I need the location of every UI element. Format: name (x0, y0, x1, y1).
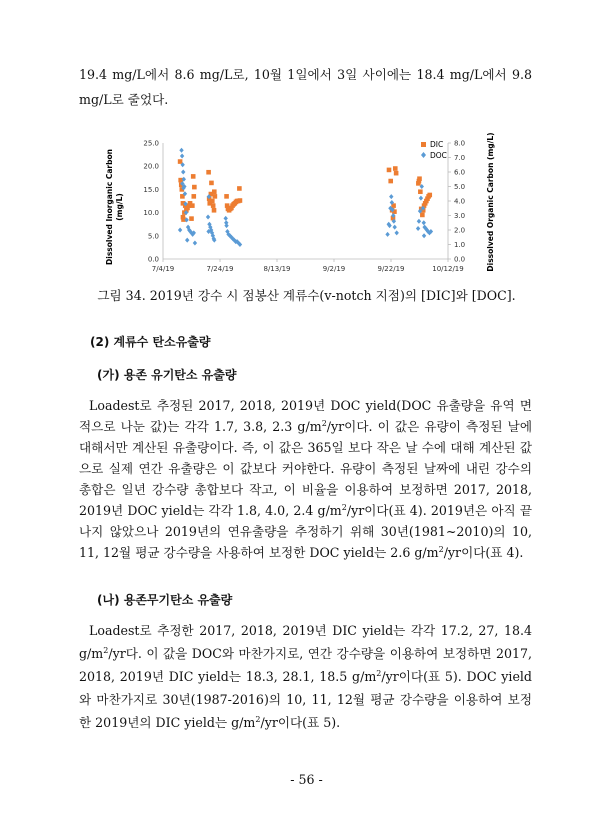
y2-tick-label: 8.0 (454, 139, 466, 148)
doc-point (224, 220, 228, 225)
y2-axis-title: Dissolved Organic Carbon (mg/L) (486, 132, 495, 272)
y-tick-label: 0.0 (147, 255, 159, 264)
y2-tick-label: 6.0 (454, 168, 466, 177)
doc-point (419, 196, 423, 201)
y2-tick-label: 3.0 (454, 212, 466, 220)
dic-point (224, 194, 229, 199)
x-tick-label: 9/2/19 (322, 265, 346, 273)
doc-point (181, 170, 185, 175)
y-tick-label: 5.0 (147, 232, 159, 241)
dic-point (388, 179, 393, 184)
dic-point (210, 199, 215, 204)
doc-point (193, 241, 197, 246)
dic-point (237, 186, 242, 191)
dic-point (387, 168, 392, 173)
legend-dic-label: DIC (430, 140, 444, 149)
doc-point (180, 154, 184, 159)
doc-point (422, 220, 426, 225)
y-tick-label: 10.0 (143, 209, 159, 218)
doc-point (393, 225, 397, 230)
y2-tick-label: 0.0 (454, 255, 466, 264)
intro-paragraph: 19.4 mg/L에서 8.6 mg/L로, 10월 1일에서 3일 사이에는 18.4 mg/L에서 9.8 mg/L로 줄었다. (79, 67, 532, 107)
y-axis-title-line1: Dissolved Inorganic Carbon (105, 149, 114, 265)
doc-point (389, 194, 393, 199)
dic-point (191, 174, 196, 179)
y-axis-title-line2: (mg/L) (115, 193, 124, 221)
x-tick-label: 7/4/19 (151, 265, 175, 273)
doc-point (178, 228, 182, 233)
x-tick-label: 8/13/19 (263, 265, 291, 273)
doc-point (416, 226, 420, 231)
subsection-heading-doc: (가) 용존 유기탄소 유출량 (97, 368, 237, 382)
y2-tick-label: 7.0 (454, 154, 466, 162)
y-tick-label: 25.0 (143, 139, 159, 148)
doc-point (179, 148, 183, 153)
x-tick-label: 9/22/19 (377, 265, 405, 273)
dic-point (178, 159, 183, 164)
y-tick-label: 15.0 (143, 185, 159, 194)
legend-dic-marker (421, 142, 426, 147)
doc-point (385, 232, 389, 237)
y-tick-label: 20.0 (143, 162, 159, 171)
dic-point (189, 216, 194, 221)
dic-point (394, 171, 399, 176)
y2-tick-label: 5.0 (454, 183, 466, 191)
dic-point (209, 181, 214, 186)
dic-point (212, 189, 217, 194)
figure-caption: 그림 34. 2019년 강수 시 점봉산 계류수(v-notch 지점)의 [DIC]와 [DOC]. (97, 288, 516, 303)
dic-point (393, 166, 398, 171)
x-tick-label: 10/12/19 (432, 265, 464, 273)
page-number: - 56 - (290, 772, 323, 787)
doc-yield-paragraph: Loadest로 추정된 2017, 2018, 2019년 DOC yield(DOC 유출량을 유역 면적으로 나눈 값)는 각각 1.7, 3.8, 2.3 $g/m^2/yr$이다. 이 값은 유량이 측정된 날에 대해서만 계산된 유출량이다. 즉, 이 값은 365일 보다 작은 날 수에 대해 계산된 값으로 실제 연간 유출량은 이 값보다 커야한다. 유량이 측정된 날짜에 내린 강수의 총합은 일년 강수량 총합보다 작고, 이 비율을 이용하여 보정하면 2017, 2018, 2019년 DOC yield는 각각 1.8, 4.0, 2.4 $g/m^2/yr$이다(표 4). 2019년은 아직 끝나지 않았으나 2019년의 연유출량을 추정하기 위해 30년(1981~2010)의 10, 11, 12월 평균 강수량을 사용하여 보정한 DOC yield는 2.6 $g/m^2/yr$이다(표 4). (79, 398, 532, 560)
dic-point (418, 189, 423, 194)
dic-point (420, 213, 425, 218)
doc-point (206, 214, 210, 219)
dic-point (213, 194, 218, 199)
doc-point (417, 219, 421, 224)
legend-doc-label: DOC (430, 151, 447, 160)
dic-point (417, 176, 422, 181)
dic-doc-scatter-chart (95, 132, 515, 282)
y2-tick-label: 2.0 (454, 226, 466, 235)
x-tick-label: 7/24/19 (206, 265, 234, 273)
y2-tick-label: 4.0 (454, 197, 466, 206)
dic-point (190, 203, 195, 208)
legend-doc-marker (421, 152, 426, 158)
doc-point (185, 238, 189, 243)
doc-point (395, 230, 399, 235)
dic-point (192, 185, 197, 190)
dic-point (212, 208, 217, 213)
doc-point (422, 233, 426, 238)
doc-point (224, 216, 228, 221)
dic-point (206, 170, 211, 175)
dic-point (427, 193, 432, 198)
dic-point (238, 198, 243, 203)
dic-point (191, 194, 196, 199)
y2-tick-label: 1.0 (454, 241, 466, 249)
section-heading: (2) 계류수 탄소유출량 (90, 335, 211, 349)
dic-yield-paragraph: Loadest로 추정한 2017, 2018, 2019년 DIC yield는 각각 17.2, 27, 18.4 $g/m^2/yr$다. 이 값을 DOC와 마찬가지로, 연간 강수량을 이용하여 보정하면 2017, 2018, 2019년 DIC yield는 18.3, 28.1, 18.5 $g/m^2/yr$이다(표 5). DOC yield와 마찬가지로 30년(1987-2016)의 10, 11, 12월 평균 강수량을 이용하여 보정한 2019년의 DIC yield는 $g/m^2/yr$이다(표 5). (79, 623, 532, 730)
subsection-heading-dic: (나) 용존무기탄소 유출량 (97, 593, 233, 607)
dic-point (211, 203, 216, 208)
